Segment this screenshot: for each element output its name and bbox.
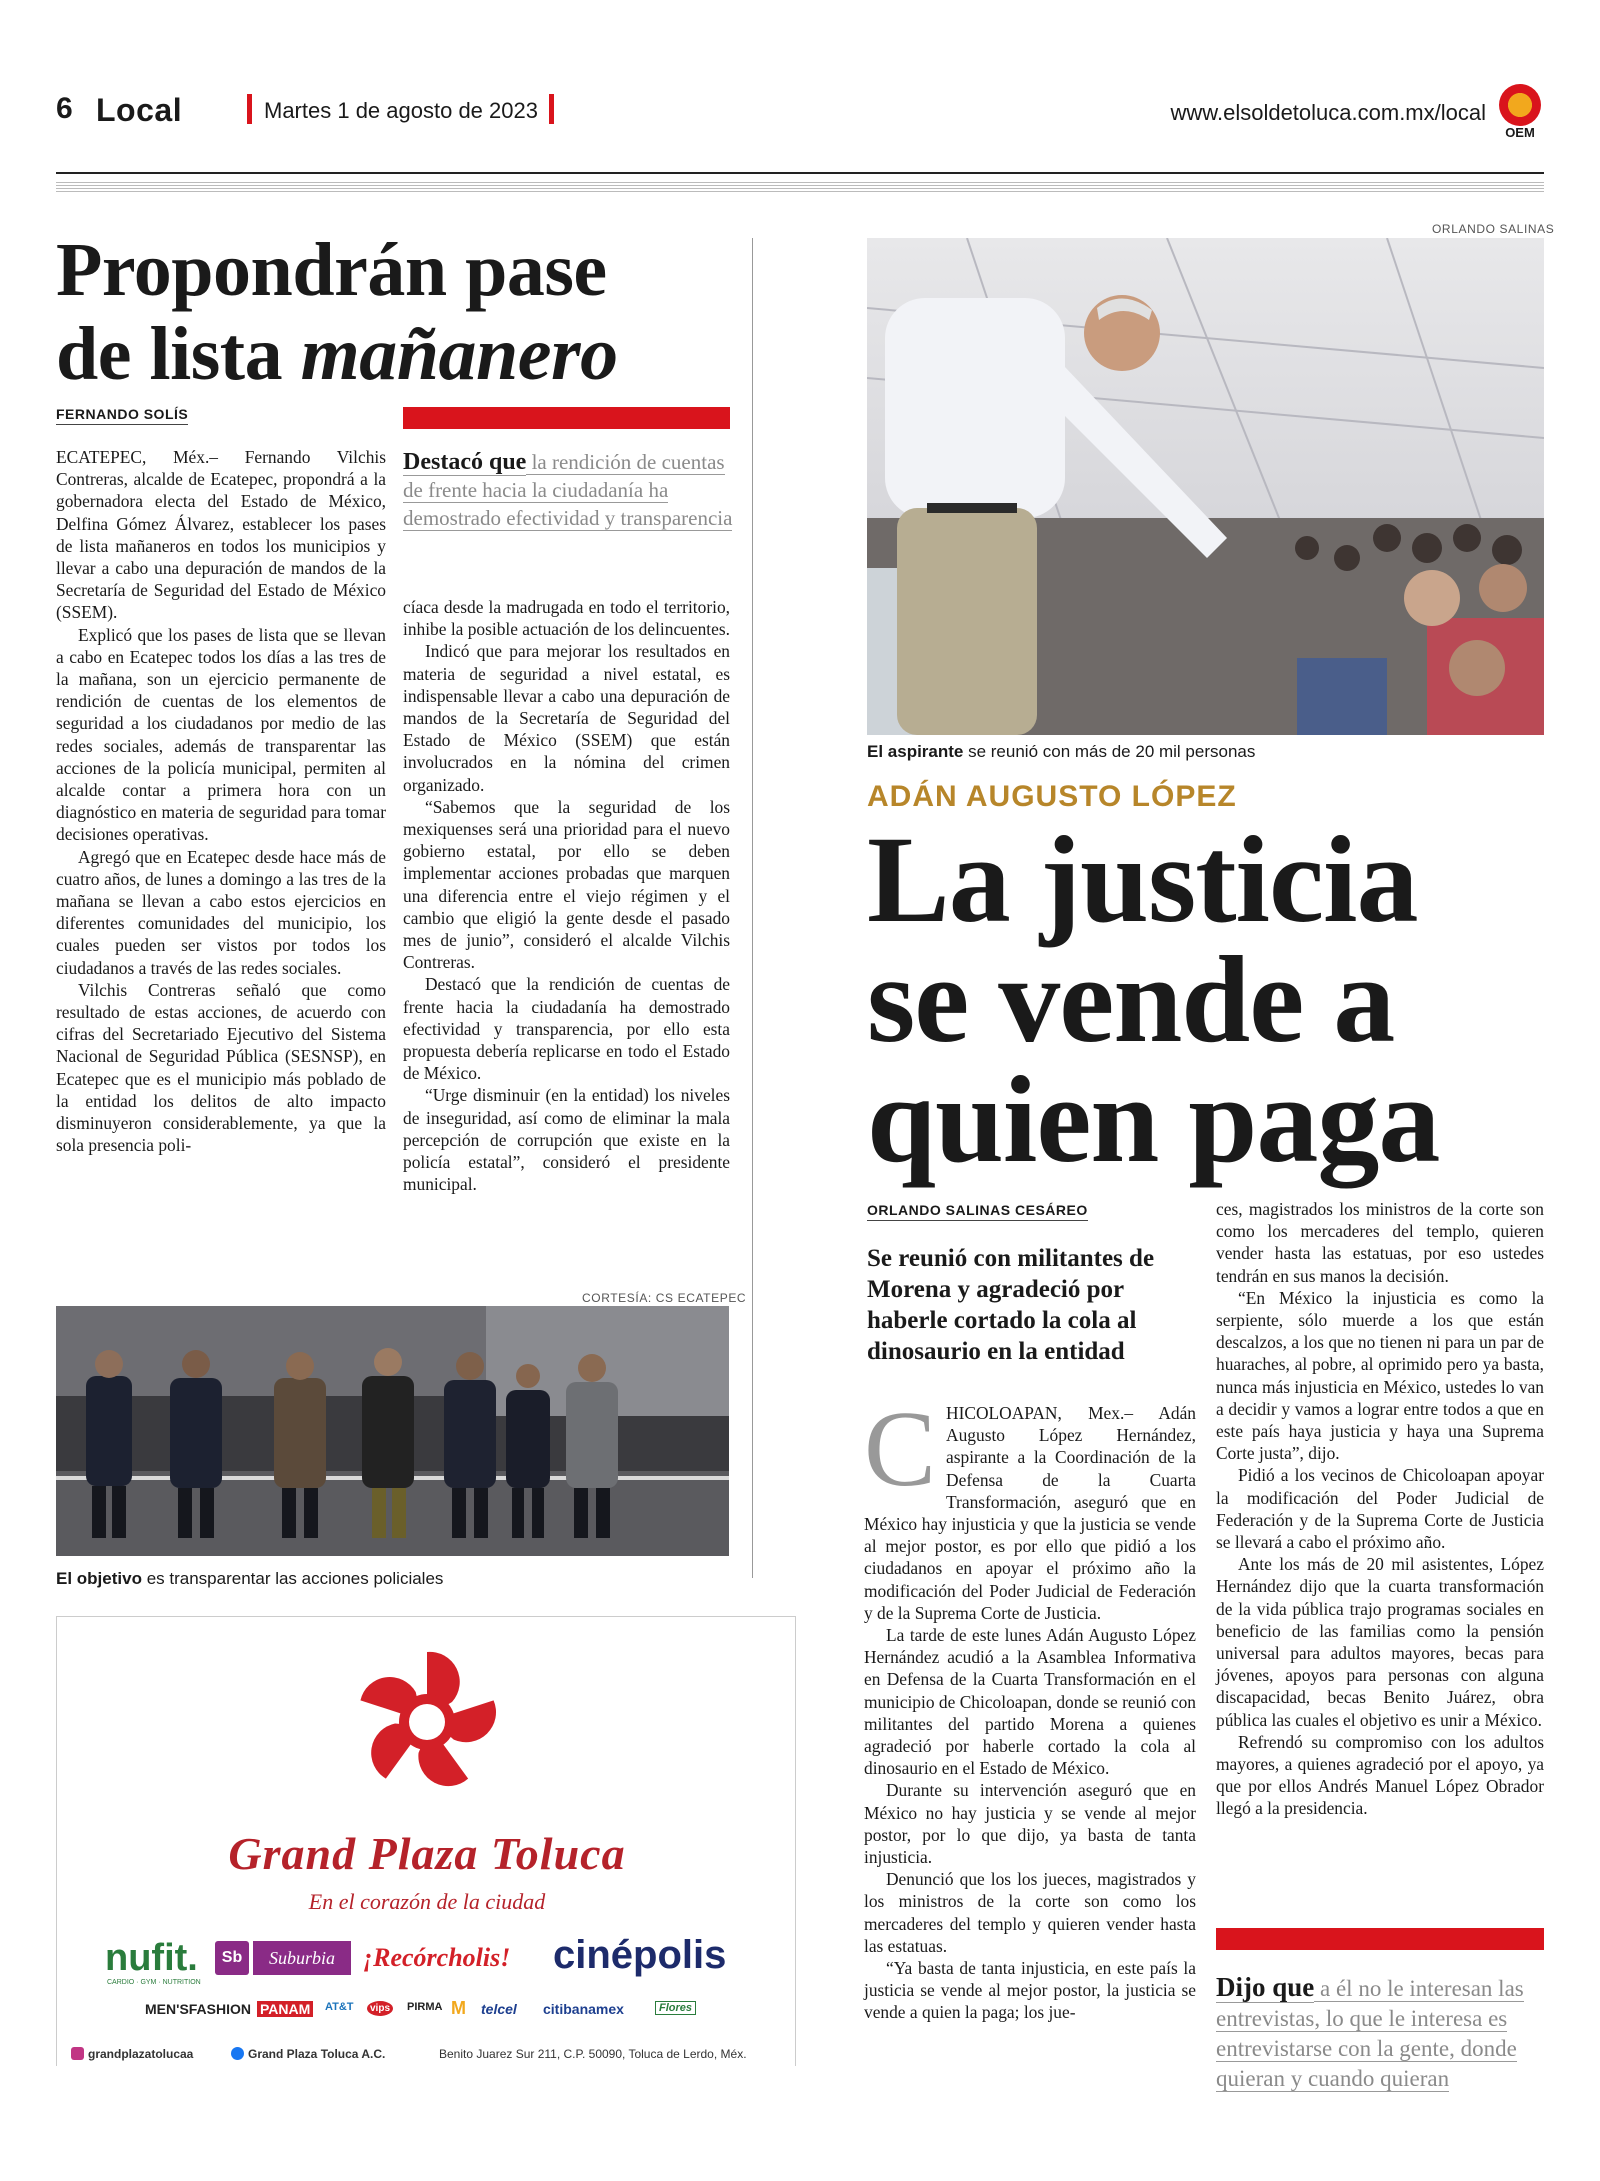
headline-line: se vende a: [867, 931, 1395, 1068]
paragraph: Indicó que para mejorar los resultados en materia de seguridad a nivel estatal, es indispensable llevar a cabo una depuración de mandos de la Secretaría de Seguridad del Estado de México (SSEM) que están involucrados en la nómina del crimen organizado.: [403, 641, 730, 795]
left-article-column-1: [56, 446, 386, 1157]
pull-quote-label: Destacó que: [403, 449, 527, 475]
pull-quote-text: a él no le interesan las entrevistas, lo que le interesa es entrevistarse con la gente, donde quieran y cuando quieran: [1216, 1976, 1524, 2091]
vips-logo: vips: [367, 2001, 393, 2016]
left-photo-credit: CORTESÍA: CS ECATEPEC: [582, 1291, 747, 1305]
section-url[interactable]: www.elsoldetoluca.com.mx/local: [1170, 100, 1486, 125]
right-photo-credit: ORLANDO SALINAS: [1432, 222, 1555, 236]
paragraph: ECATEPEC, Méx.– Fernando Vilchis Contreras, alcalde de Ecatepec, propondrá a la gobernadora electa del Estado de México, Delfina Gómez Álvarez, establecer los pases de lista mañaneros en todos los municipios y llevar a cabo una depuración de mandos de la Secretaría de Seguridad del Estado de México (SSEM).: [56, 447, 386, 623]
cinepolis-logo: cinépolis: [553, 1933, 727, 1977]
left-photo-caption: [56, 1569, 443, 1589]
headline-line: Propondrán pase: [56, 228, 607, 312]
right-article-byline-wrap: [867, 1202, 1088, 1221]
right-article-column-2: [1216, 1198, 1544, 1820]
paragraph: Destacó que la rendición de cuentas de frente hacia la ciudadanía ha demostrado efectividad y transparencia, por ello esta propuesta debería replicarse en todo el Estado de México.: [403, 974, 730, 1084]
rally-photo: [867, 238, 1544, 735]
rally-illustration: [867, 238, 1544, 735]
paragraph: Durante su intervención aseguró que en México no hay justicia y se vende al mejor postor, por lo que dijo, ya basta de tanta injusticia.: [864, 1780, 1196, 1868]
paragraph: ces, magistrados los ministros de la corte son como los mercaderes del templo, quieren vender hasta las estatuas, por eso ustedes tendrán en sus manos la decisión.: [1216, 1199, 1544, 1286]
left-article-headline: [56, 228, 746, 396]
paragraph: Agregó que en Ecatepec desde hace más de cuatro años, de lunes a domingo a las tres de la mañana se llevan a cabo estos ejercicios en diferentes comunidades del municipio, los cuales pueden ser vistos por todos los ciudadanos a través de las redes sociales.: [56, 846, 386, 978]
headline-line: La justicia: [867, 811, 1418, 948]
nufit-logo: nufit.: [105, 1937, 198, 1979]
left-article-byline: FERNANDO SOLÍS: [56, 406, 188, 425]
police-lineup-illustration: [56, 1306, 729, 1556]
paragraph: [864, 1390, 1196, 1624]
ad-brand: Grand Plaza Toluca: [228, 1828, 626, 1879]
paragraph: Denunció que los los jueces, magistrados y los ministros de la corte son como los mercaderes del templo y quieren vender hasta las estatuas.: [864, 1869, 1196, 1956]
paragraph: cíaca desde la madrugada en todo el territorio, inhibe la posible actuación de los delincuentes.: [403, 597, 730, 640]
header-divider: [549, 94, 554, 124]
paragraph: Pidió a los vecinos de Chicoloapan apoyar la modificación del Poder Judicial de Federación y de la Suprema Corte de Justicia se llevará a cabo el próximo año.: [1216, 1465, 1544, 1553]
suburbia-logo: Suburbia: [253, 1941, 351, 1975]
column-divider: [752, 238, 753, 1578]
right-article-column-1: [864, 1390, 1196, 2024]
right-article-deck: Se reunió con militantes de Morena y agradeció por haberle cortado la cola al dinosaurio en la entidad: [867, 1245, 1155, 1365]
att-logo: AT&T: [325, 2001, 354, 2013]
paragraph: “Ya basta de tanta injusticia, en este país la justicia se vende al mejor postor, la justicia se vende a quien la paga; los jue-: [864, 1958, 1196, 2023]
facebook-link[interactable]: [231, 2047, 385, 2061]
sun-icon: [1499, 84, 1541, 126]
pirma-logo: PIRMA: [407, 2001, 443, 2013]
caption-text: se reunió con más de 20 mil personas: [963, 742, 1256, 761]
headline-line: quien paga: [867, 1051, 1440, 1188]
facebook-handle: Grand Plaza Toluca A.C.: [248, 2047, 386, 2061]
ad-tenant-logos-row-2: [145, 1998, 725, 2023]
facebook-icon: [231, 2047, 244, 2060]
instagram-link[interactable]: [71, 2047, 193, 2061]
header-hatch-rule: [56, 180, 1544, 192]
pull-quote-label: Dijo que: [1216, 1972, 1315, 2002]
paragraph: “Urge disminuir (en la entidad) los niveles de inseguridad, así como de eliminar la mala percepción de corrupción que existe en la policía estatal”, consideró el presidente municipal.: [403, 1085, 730, 1195]
paragraph: La tarde de este lunes Adán Augusto López Hernández acudió a la Asamblea Informativa en Defensa de la Cuarta Transformación en el municipio de Chicoloapan, donde se reunió con militantes del partido Morena a quienes agradeció por haberle cortado la cola al dinosaurio en el Estado de México.: [864, 1625, 1196, 1779]
flores-logo: Flores: [655, 2001, 696, 2015]
section-name[interactable]: Local: [96, 92, 183, 128]
drop-cap: C: [864, 1390, 937, 1509]
police-lineup-photo: [56, 1306, 729, 1556]
left-article-byline-wrap: [56, 406, 188, 425]
headline-line: de lista: [56, 312, 301, 396]
pull-quote-bar: [403, 407, 730, 429]
oem-logo-text: OEM: [1505, 125, 1535, 140]
panam-logo: PANAM: [257, 2001, 313, 2017]
ad-address: Benito Juarez Sur 211, C.P. 50090, Toluca de Lerdo, Méx.: [439, 2047, 747, 2061]
ad-slogan: En el corazón de la ciudad: [308, 1889, 546, 1914]
oem-logo: [1497, 84, 1543, 138]
left-pull-quote: [403, 448, 733, 532]
right-photo-caption: [867, 742, 1255, 762]
right-article-byline: ORLANDO SALINAS CESÁREO: [867, 1202, 1088, 1221]
pull-quote-text: la rendición de cuentas de frente hacia la ciudadanía ha demostrado efectividad y transparencia: [403, 450, 733, 530]
headline-emphasis: mañanero: [300, 312, 618, 396]
left-article-column-2: [403, 596, 730, 1195]
caption-lead: El aspirante: [867, 742, 964, 761]
lead-text: HICOLOAPAN, Mex.– Adán Augusto López Hernández, aspirante a la Coordinación de la Defensa de la Cuarta Transformación, aseguró que en México hay injusticia y que la justicia se vende al mejor postor, es por ello que pidió a los ciudadanos en apoyar el próximo año la modificación del Poder Judicial de Federación y de la Suprema Corte de Justicia.: [864, 1403, 1196, 1623]
paragraph: Ante los más de 20 mil asistentes, López Hernández dijo que la cuarta transformación de la vida pública trajo programas sociales en beneficio de las familias como la pensión universal para adultos mayores, becas para jóvenes, apoyos para personas con alguna discapacidad, becas Benito Juárez, obra pública las cuales el objetivo es unir a México.: [1216, 1554, 1544, 1730]
mcdonalds-logo: M: [451, 1998, 466, 2018]
sb-logo: Sb: [215, 1941, 249, 1975]
right-article-headline: [867, 811, 1547, 1188]
telcel-logo: telcel: [481, 2001, 517, 2017]
header-rule: [56, 172, 1544, 174]
grand-plaza-flower-icon: [357, 1647, 497, 1797]
paragraph: Explicó que los pases de lista que se llevan a cabo en Ecatepec todos los días a las tres de la mañana, son un ejercicio permanente de rendición de cuentas de los elementos de seguridad a los ciudadanos por medio de las redes sociales, además de transparentar las acciones de la policía municipal, permiten al alcalde contar a primera hora con un diagnóstico en materia de seguridad para tomar decisiones operativas.: [56, 624, 386, 845]
header-divider: [247, 94, 252, 124]
mensfashion-logo: MEN'SFASHION: [145, 2001, 252, 2017]
instagram-icon: [71, 2047, 84, 2060]
ad-tenant-logos: [105, 1933, 765, 1987]
right-pull-quote: [1216, 1972, 1546, 2094]
pull-quote-bar: [1216, 1928, 1544, 1950]
nufit-tagline: CARDIO · GYM · NUTRITION: [107, 1979, 201, 1986]
paragraph: “En México la injusticia es como la serpiente, sólo muerde a los que están descalzos, a los que no tienen ni para un par de huaraches, al pobre, al oprimido pero ya basta, nunca más injusticia en México, ustedes lo van a decidir y vamos a lograr entre todos a que en este país haya justicia y haya una Suprema Corte justa”, dijo.: [1216, 1287, 1544, 1464]
right-article-kicker: ADÁN AUGUSTO LÓPEZ: [867, 780, 1237, 813]
paragraph: Refrendó su compromiso con los adultos mayores, a quienes agradeció por el apoyo, ya que por ellos Andrés Manuel López Obrador llegó a la presidencia.: [1216, 1731, 1544, 1819]
instagram-handle: grandplazatolucaa: [88, 2047, 194, 2061]
recorcholis-logo: ¡Recórcholis!: [363, 1943, 511, 1972]
caption-lead: El objetivo: [56, 1569, 142, 1588]
caption-text: es transparentar las acciones policiales: [141, 1569, 444, 1588]
paragraph: Vilchis Contreras señaló que como resultado de estas acciones, de acuerdo con cifras del Secretariado Ejecutivo del Sistema Nacional de Seguridad Pública (SESNSP), en Ecatepec que es el municipio más poblado de la entidad los delitos de alto impacto disminuyeron considerablemente, ya que la sola presencia poli-: [56, 979, 386, 1156]
paragraph: “Sabemos que la seguridad de los mexiquenses será una prioridad para el nuevo gobierno estatal, por ello se deben implementar acciones probadas que marquen una diferencia entre el viejo régimen y el cambio que eligió la gente desde el pasado mes de junio”, consideró el alcalde Vilchis Contreras.: [403, 796, 730, 973]
citibanamex-logo: citibanamex: [543, 2001, 624, 2017]
page-number: 6: [56, 92, 73, 125]
issue-date: Martes 1 de agosto de 2023: [264, 98, 538, 123]
page-header: [56, 92, 1546, 136]
grand-plaza-ad[interactable]: [56, 1616, 796, 2066]
